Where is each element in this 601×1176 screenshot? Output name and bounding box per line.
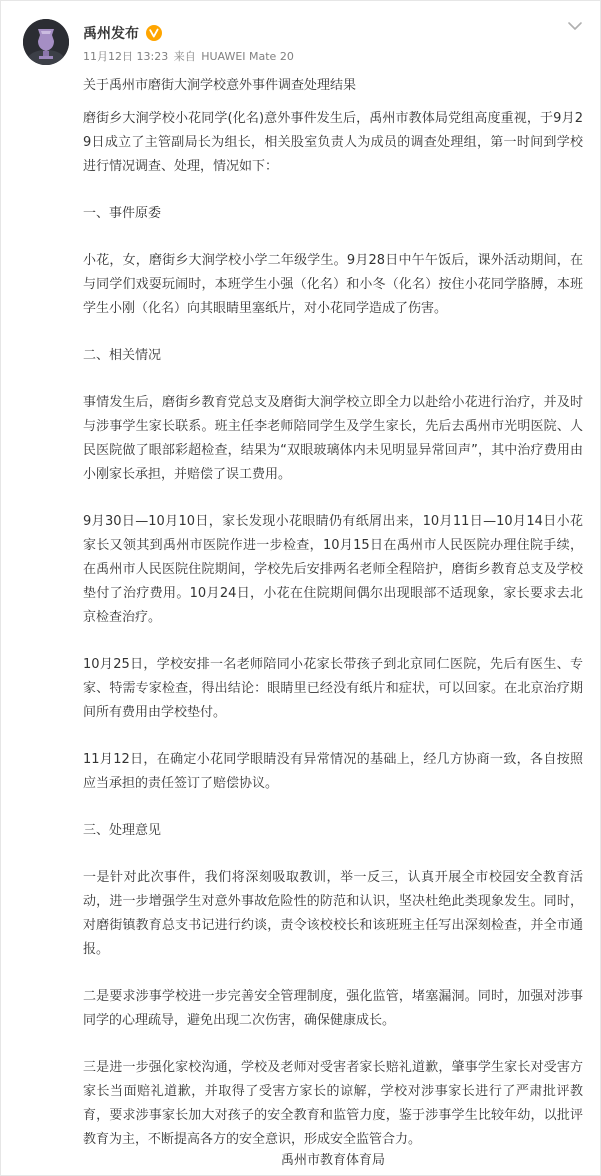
signature: 禹州市教育体育局 bbox=[280, 1153, 385, 1168]
source-prefix: 来自 bbox=[173, 50, 196, 63]
account-name[interactable]: 禹州发布 bbox=[83, 26, 139, 42]
section-heading-1: 一、事件原委 bbox=[83, 206, 162, 221]
chevron-down-icon[interactable] bbox=[566, 19, 584, 33]
post-time[interactable]: 11月12日 13:23 bbox=[83, 50, 169, 63]
paragraph-incident: 小花，女，磨街乡大涧学校小学二年级学生。9月28日中午午饭后，课外活动期间，在与同学们戏耍玩闹时，本班学生小强（化名）和小冬（化名）按住小花同学胳膊，本班学生小刚（化名）向其眼睛里塞纸片，对小花同学造成了伤害。 bbox=[83, 253, 583, 316]
paragraph-response: 事情发生后，磨街乡教育党总支及磨街大涧学校立即全力以赴给小花进行治疗，并及时与涉事学生家长联系。班主任李老师陪同学生及学生家长，先后去禹州市光明医院、人民医院做了眼部彩超检查，结果为“双眼玻璃体内未见明显异常回声”，其中治疗费用由小刚家长承担，并赔偿了误工费用。 bbox=[83, 395, 583, 482]
paragraph-beijing: 10月25日，学校安排一名老师陪同小花家长带孩子到北京同仁医院，先后有医生、专家、特需专家检查，得出结论：眼睛里已经没有纸片和症状，可以回家。在北京治疗期间所有费用由学校垫付。 bbox=[83, 657, 583, 720]
avatar-image bbox=[23, 19, 69, 65]
post-title: 关于禹州市磨街大涧学校意外事件调查处理结果 bbox=[83, 78, 357, 93]
paragraph-opinion-2: 二是要求涉事学校进一步完善安全管理制度，强化监管，堵塞漏洞。同时，加强对涉事同学的心理疏导，避免出现二次伤害，确保健康成长。 bbox=[83, 989, 583, 1028]
section-heading-2: 二、相关情况 bbox=[83, 348, 162, 363]
source-device[interactable]: HUAWEI Mate 20 bbox=[201, 50, 294, 63]
paragraph-hospital: 9月30日—10月10日，家长发现小花眼睛仍有纸屑出来，10月11日—10月14日小花家长又领其到禹州市医院作进一步检查，10月15日在禹州市人民医院办理住院手续，在禹州市人民医院住院期间，学校先后安排两名老师全程陪护，磨街乡教育总支及学校垫付了治疗费用。10月24日，小花在住院期间偶尔出现眼部不适现象，家长要求去北京检查治疗。 bbox=[83, 514, 583, 625]
paragraph-agreement: 11月12日，在确定小花同学眼睛没有异常情况的基础上，经几方协商一致，各自按照应当承担的责任签订了赔偿协议。 bbox=[83, 752, 583, 791]
paragraph-intro: 磨街乡大涧学校小花同学(化名)意外事件发生后，禹州市教体局党组高度重视，于9月29日成立了主管副局长为组长，相关股室负责人为成员的调查处理组，第一时间到学校进行情况调查、处理，情况如下： bbox=[83, 111, 583, 174]
section-heading-3: 三、处理意见 bbox=[83, 823, 162, 838]
post-body bbox=[83, 107, 583, 1175]
paragraph-opinion-3: 三是进一步强化家校沟通，学校及老师对受害者家长赔礼道歉，肇事学生家长对受害方家长当面赔礼道歉，并取得了受害方家长的谅解，学校对涉事家长进行了严肃批评教育，要求涉事家长加大对孩子的安全教育和监管力度，鉴于涉事学生比较年幼，以批评教育为主，不断提高各方的安全意识，形成安全监管合力。 bbox=[83, 1060, 583, 1147]
paragraph-opinion-1: 一是针对此次事件，我们将深刻吸取教训，举一反三，认真开展全市校园安全教育活动，进一步增强学生对意外事故危险性的防范和认识，坚决杜绝此类现象发生。同时，对磨街镇教育总支书记进行约谈，责令该校校长和该班班主任写出深刻检查，并全市通报。 bbox=[83, 870, 583, 957]
post-meta bbox=[83, 50, 296, 64]
avatar[interactable] bbox=[23, 19, 69, 65]
verified-badge-icon bbox=[146, 25, 162, 41]
